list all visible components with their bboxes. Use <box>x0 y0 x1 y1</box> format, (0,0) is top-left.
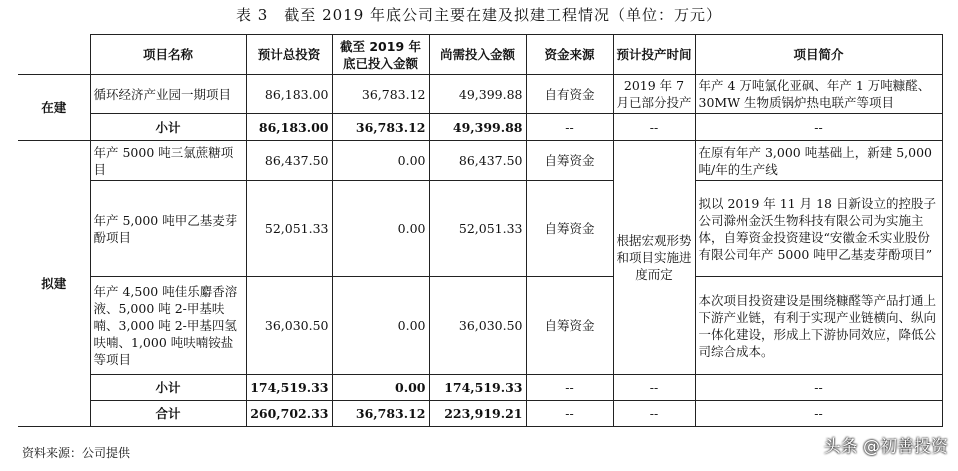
production-time: 2019 年 7 月已部分投产 <box>613 75 695 114</box>
grand-invested: 36,783.12 <box>332 401 429 427</box>
total-investment: 52,051.33 <box>246 181 332 277</box>
project-desc: 年产 4 万吨氯化亚砜、年产 1 万吨糠醛、30MW 生物质锅炉热电联产等项目 <box>695 75 942 114</box>
subtotal-time: -- <box>613 375 695 401</box>
table-row <box>18 181 942 277</box>
invested-amount: 36,783.12 <box>332 75 429 114</box>
subtotal-desc: -- <box>695 375 942 401</box>
total-investment: 36,030.50 <box>246 277 332 375</box>
grand-total: 260,702.33 <box>246 401 332 427</box>
total-label: 合计 <box>90 401 246 427</box>
total-investment: 86,437.50 <box>246 141 332 181</box>
project-desc: 在原有年产 3,000 吨基础上，新建 5,000 吨/年的生产线 <box>695 141 942 181</box>
subtotal-total: 174,519.33 <box>246 375 332 401</box>
subtotal-desc: -- <box>695 114 942 141</box>
subtotal-remaining: 174,519.33 <box>429 375 526 401</box>
subtotal-time: -- <box>613 114 695 141</box>
project-name: 年产 4,500 吨佳乐麝香溶液、5,000 吨 2-甲基呋喃、3,000 吨 2-甲基四氢呋喃、1,000 吨呋喃铵盐等项目 <box>90 277 246 375</box>
project-desc: 拟以 2019 年 11 月 18 日新设立的控股子公司滁州金沃生物科技有限公司为实施主体，自筹资金投资建设“安徽金禾实业股份有限公司年产 5000 吨甲乙基麦芽酚项目” <box>695 181 942 277</box>
total-investment: 86,183.00 <box>246 75 332 114</box>
source-note: 资料来源：公司提供 <box>22 446 131 460</box>
subtotal-invested: 0.00 <box>332 375 429 401</box>
section-zaijian: 在建 <box>18 75 90 141</box>
total-source: -- <box>526 401 613 427</box>
subtotal-source: -- <box>526 375 613 401</box>
section-nijian: 拟建 <box>18 141 90 427</box>
remaining-amount: 36,030.50 <box>429 277 526 375</box>
project-desc: 本次项目投资建设是围绕糠醛等产品打通上下游产业链，有利于实现产业链横向、纵向一体化建设，形成上下游协同效应，降低公司综合成本。 <box>695 277 942 375</box>
subtotal-remaining: 49,399.88 <box>429 114 526 141</box>
subtotal-invested: 36,783.12 <box>332 114 429 141</box>
header-time: 预计投产时间 <box>613 35 695 75</box>
table-title: 表 3 截至 2019 年底公司主要在建及拟建工程情况（单位：万元） <box>235 6 723 24</box>
invested-amount: 0.00 <box>332 141 429 181</box>
table-row <box>18 75 942 114</box>
invested-amount: 0.00 <box>332 277 429 375</box>
header-total: 预计总投资 <box>246 35 332 75</box>
project-name: 循环经济产业园一期项目 <box>90 75 246 114</box>
remaining-amount: 49,399.88 <box>429 75 526 114</box>
header-row <box>18 35 942 75</box>
total-desc: -- <box>695 401 942 427</box>
subtotal-total: 86,183.00 <box>246 114 332 141</box>
watermark: 头条 @初善投资 <box>823 437 948 457</box>
corner-cell <box>18 35 90 75</box>
header-source: 资金来源 <box>526 35 613 75</box>
subtotal-row <box>18 375 942 401</box>
fund-source: 自有资金 <box>526 75 613 114</box>
fund-source: 自筹资金 <box>526 181 613 277</box>
total-time: -- <box>613 401 695 427</box>
header-invested: 截至 2019 年底已投入金额 <box>332 35 429 75</box>
subtotal-row <box>18 114 942 141</box>
remaining-amount: 52,051.33 <box>429 181 526 277</box>
invested-amount: 0.00 <box>332 181 429 277</box>
fund-source: 自筹资金 <box>526 141 613 181</box>
header-desc: 项目简介 <box>695 35 942 75</box>
fund-source: 自筹资金 <box>526 277 613 375</box>
table-row <box>18 141 942 181</box>
total-row <box>18 401 942 427</box>
subtotal-label: 小计 <box>90 114 246 141</box>
subtotal-source: -- <box>526 114 613 141</box>
remaining-amount: 86,437.50 <box>429 141 526 181</box>
project-name: 年产 5,000 吨甲乙基麦芽酚项目 <box>90 181 246 277</box>
subtotal-label: 小计 <box>90 375 246 401</box>
header-name: 项目名称 <box>90 35 246 75</box>
project-name: 年产 5000 吨三氯蔗糖项目 <box>90 141 246 181</box>
table-row <box>18 277 942 375</box>
projects-table <box>18 34 943 427</box>
production-time: 根据宏观形势和项目实施进度而定 <box>613 141 695 375</box>
header-remaining: 尚需投入金额 <box>429 35 526 75</box>
grand-remaining: 223,919.21 <box>429 401 526 427</box>
